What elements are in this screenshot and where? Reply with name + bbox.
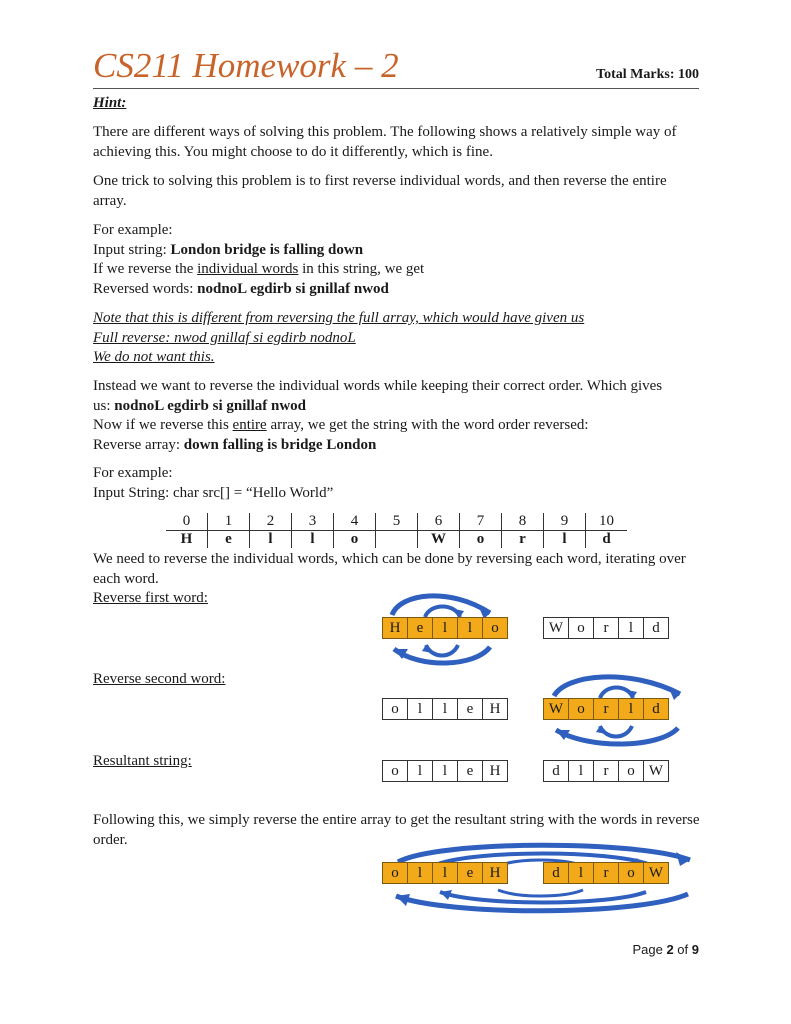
letter-cell: H [482, 698, 508, 720]
index-cell: 2 [250, 513, 292, 531]
letter-cell: r [593, 698, 619, 720]
letter-cell: l [432, 698, 458, 720]
letter-cell: o [382, 760, 408, 782]
index-cell: 10 [586, 513, 628, 531]
input-line: Input string: London bridge is falling down [93, 241, 364, 258]
example-one [93, 221, 703, 299]
letter-cell: o [618, 862, 644, 884]
letter-cell: W [543, 698, 569, 720]
letter-cell: o [482, 617, 508, 639]
index-cell: 0 [166, 513, 208, 531]
reversed-line: Reversed words: nodnoL egdirb si gnillaf nwod [93, 280, 389, 297]
char-cell: H [180, 531, 193, 547]
paragraph-intro: There are different ways of solving this problem. The following shows a relatively simple way of achieving this. You might choose to do it differently, which is fine. [93, 124, 677, 160]
letter-cell: d [543, 760, 569, 782]
letter-cell: W [543, 617, 569, 639]
index-cell: 7 [460, 513, 502, 531]
index-table [166, 513, 627, 548]
letter-cell: H [382, 617, 408, 639]
paragraph-trick: One trick to solving this problem is to first reverse individual words, and then reverse the entire array. [93, 173, 667, 209]
letter-cell: H [482, 862, 508, 884]
char-cell: o [460, 531, 502, 549]
process-text: We need to reverse the individual words, which can be done by reversing each word, iterating over each word. [93, 551, 686, 587]
header-rule [93, 88, 699, 89]
char-cell: o [334, 531, 376, 549]
letter-cell: l [618, 617, 644, 639]
letter-cell: l [568, 760, 594, 782]
row-resultant-right [544, 760, 669, 782]
letter-cell: W [643, 862, 669, 884]
char-cell: l [544, 531, 586, 549]
index-cell: 9 [544, 513, 586, 531]
letter-cell: d [643, 617, 669, 639]
letter-cell: o [568, 698, 594, 720]
row-world [544, 617, 669, 639]
letter-cell: r [593, 617, 619, 639]
char-cell: d [586, 531, 628, 549]
letter-cell: e [457, 698, 483, 720]
row-full-right-highlighted [544, 862, 669, 884]
letter-cell: o [382, 862, 408, 884]
row-full-left-highlighted [383, 862, 508, 884]
letter-cell: l [432, 617, 458, 639]
char-cell: r [502, 531, 544, 549]
example-two: For example: Input String: char src[] = “Hello World” [93, 465, 334, 501]
letter-cell: H [482, 760, 508, 782]
page-title: CS211 Homework – 2 [93, 46, 399, 85]
letter-cell: l [407, 698, 433, 720]
letter-cell: l [407, 760, 433, 782]
letter-cell: r [593, 862, 619, 884]
hint-heading: Hint: [93, 95, 127, 111]
char-cell [376, 531, 418, 549]
step-resultant: Resultant string: [93, 753, 192, 769]
closing-text: Following this, we simply reverse the entire array to get the resultant string with the words in reverse order. [93, 812, 700, 848]
row-world-highlighted [544, 698, 669, 720]
note-block: Note that this is different from reversing the full array, which would have given us Full reverse: nwod gnillaf si egdirb nodnoL We do not want this. [93, 310, 585, 365]
row-olleh [383, 698, 508, 720]
page-number: Page 2 of 9 [632, 942, 699, 957]
index-cell: 5 [376, 513, 418, 531]
letter-cell: l [618, 698, 644, 720]
letter-cell: e [457, 862, 483, 884]
letter-cell: o [568, 617, 594, 639]
step-reverse-second: Reverse second word: [93, 671, 226, 687]
row-resultant-left [383, 760, 508, 782]
letter-cell: d [643, 698, 669, 720]
letter-cell: e [407, 617, 433, 639]
reverse-line: If we reverse the individual words in this string, we get [93, 261, 425, 277]
index-cell: 3 [292, 513, 334, 531]
instead-block: Instead we want to reverse the individual words while keeping their correct order. Which gives us: nodnoL egdirb si gnillaf nwod Now if we reverse this entire array, we get the string with the word order reversed: Reverse array: down falling is bridge London [93, 378, 663, 453]
letter-cell: l [457, 617, 483, 639]
example-intro: For example: [93, 222, 173, 238]
letter-cell: d [543, 862, 569, 884]
index-cell: 1 [208, 513, 250, 531]
letter-cell: r [593, 760, 619, 782]
letter-cell: W [643, 760, 669, 782]
letter-cell: l [432, 862, 458, 884]
char-cell: l [292, 531, 334, 549]
index-cell: 6 [418, 513, 460, 531]
letter-cell: l [432, 760, 458, 782]
letter-cell: l [407, 862, 433, 884]
row-hello-highlighted [383, 617, 508, 639]
letter-cell: l [568, 862, 594, 884]
char-cell: l [250, 531, 292, 549]
char-cell: W [418, 531, 460, 549]
index-cell: 4 [334, 513, 376, 531]
step-reverse-first: Reverse first word: [93, 590, 208, 606]
total-marks: Total Marks: 100 [596, 67, 699, 82]
letter-cell: o [618, 760, 644, 782]
index-cell: 8 [502, 513, 544, 531]
letter-cell: o [382, 698, 408, 720]
letter-cell: e [457, 760, 483, 782]
char-cell: e [208, 531, 250, 549]
